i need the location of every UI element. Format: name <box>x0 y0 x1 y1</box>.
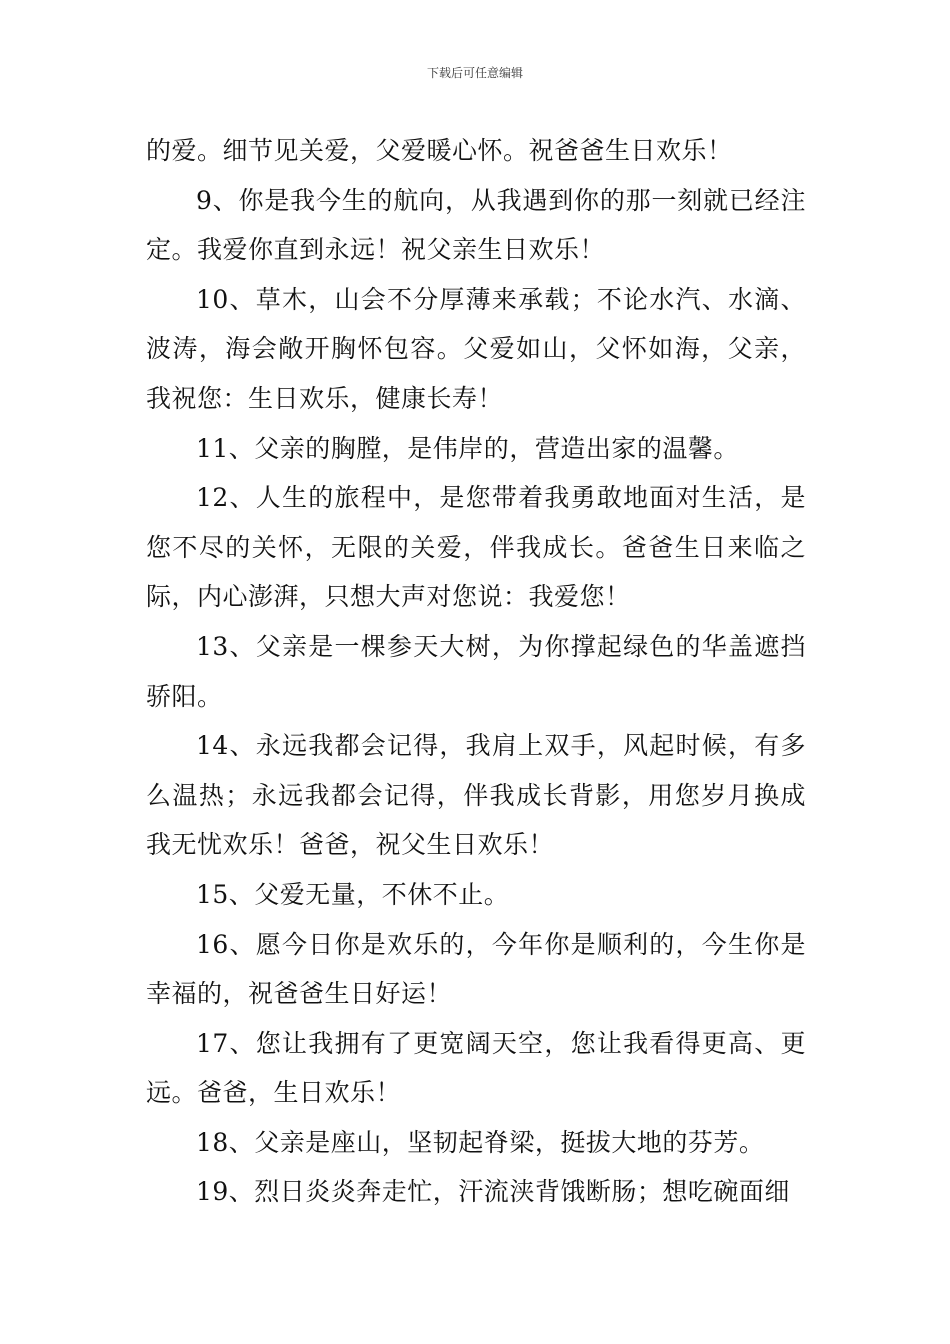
paragraph-item-11: 11、父亲的胸膛，是伟岸的，营造出家的温馨。 <box>196 433 739 463</box>
paragraph-item-18: 18、父亲是座山，坚韧起脊梁，挺拔大地的芬芳。 <box>196 1127 765 1157</box>
paragraph-item-17: 17、您让我拥有了更宽阔天空，您让我看得更高、更远。爸爸，生日欢乐！ <box>146 1028 806 1108</box>
paragraph-item-15: 15、父爱无量，不休不止。 <box>196 879 510 909</box>
paragraph-item-14: 14、永远我都会记得，我肩上双手，风起时候，有多么温热；永远我都会记得，伴我成长背影，用您岁月换成我无忧欢乐！爸爸，祝父生日欢乐！ <box>146 731 806 860</box>
paragraph-item-10: 10、草木，山会不分厚薄来承载；不论水汽、水滴、波涛，海会敞开胸怀包容。父爱如山，父怀如海，父亲，我祝您：生日欢乐，健康长寿！ <box>146 284 806 413</box>
paragraph-item-13: 13、父亲是一棵参天大树，为你撑起绿色的华盖遮挡骄阳。 <box>146 631 806 711</box>
paragraph-item-9: 9、你是我今生的航向，从我遇到你的那一刻就已经注定。我爱你直到永远！祝父亲生日欢乐！ <box>146 185 806 265</box>
paragraph-item-16: 16、愿今日你是欢乐的，今年你是顺利的，今生你是幸福的，祝爸爸生日好运！ <box>146 929 806 1009</box>
document-body <box>146 126 806 1217</box>
paragraph-item-12: 12、人生的旅程中，是您带着我勇敢地面对生活，是您不尽的关怀，无限的关爱，伴我成长。爸爸生日来临之际，内心澎湃，只想大声对您说：我爱您！ <box>146 483 806 612</box>
paragraph-item-19: 19、烈日炎炎奔走忙，汗流浃背饿断肠；想吃碗面细 <box>196 1177 790 1207</box>
page-header: 下载后可任意编辑 <box>426 66 523 80</box>
paragraph-continuation: 的爱。细节见关爱，父爱暖心怀。祝爸爸生日欢乐！ <box>146 136 733 165</box>
